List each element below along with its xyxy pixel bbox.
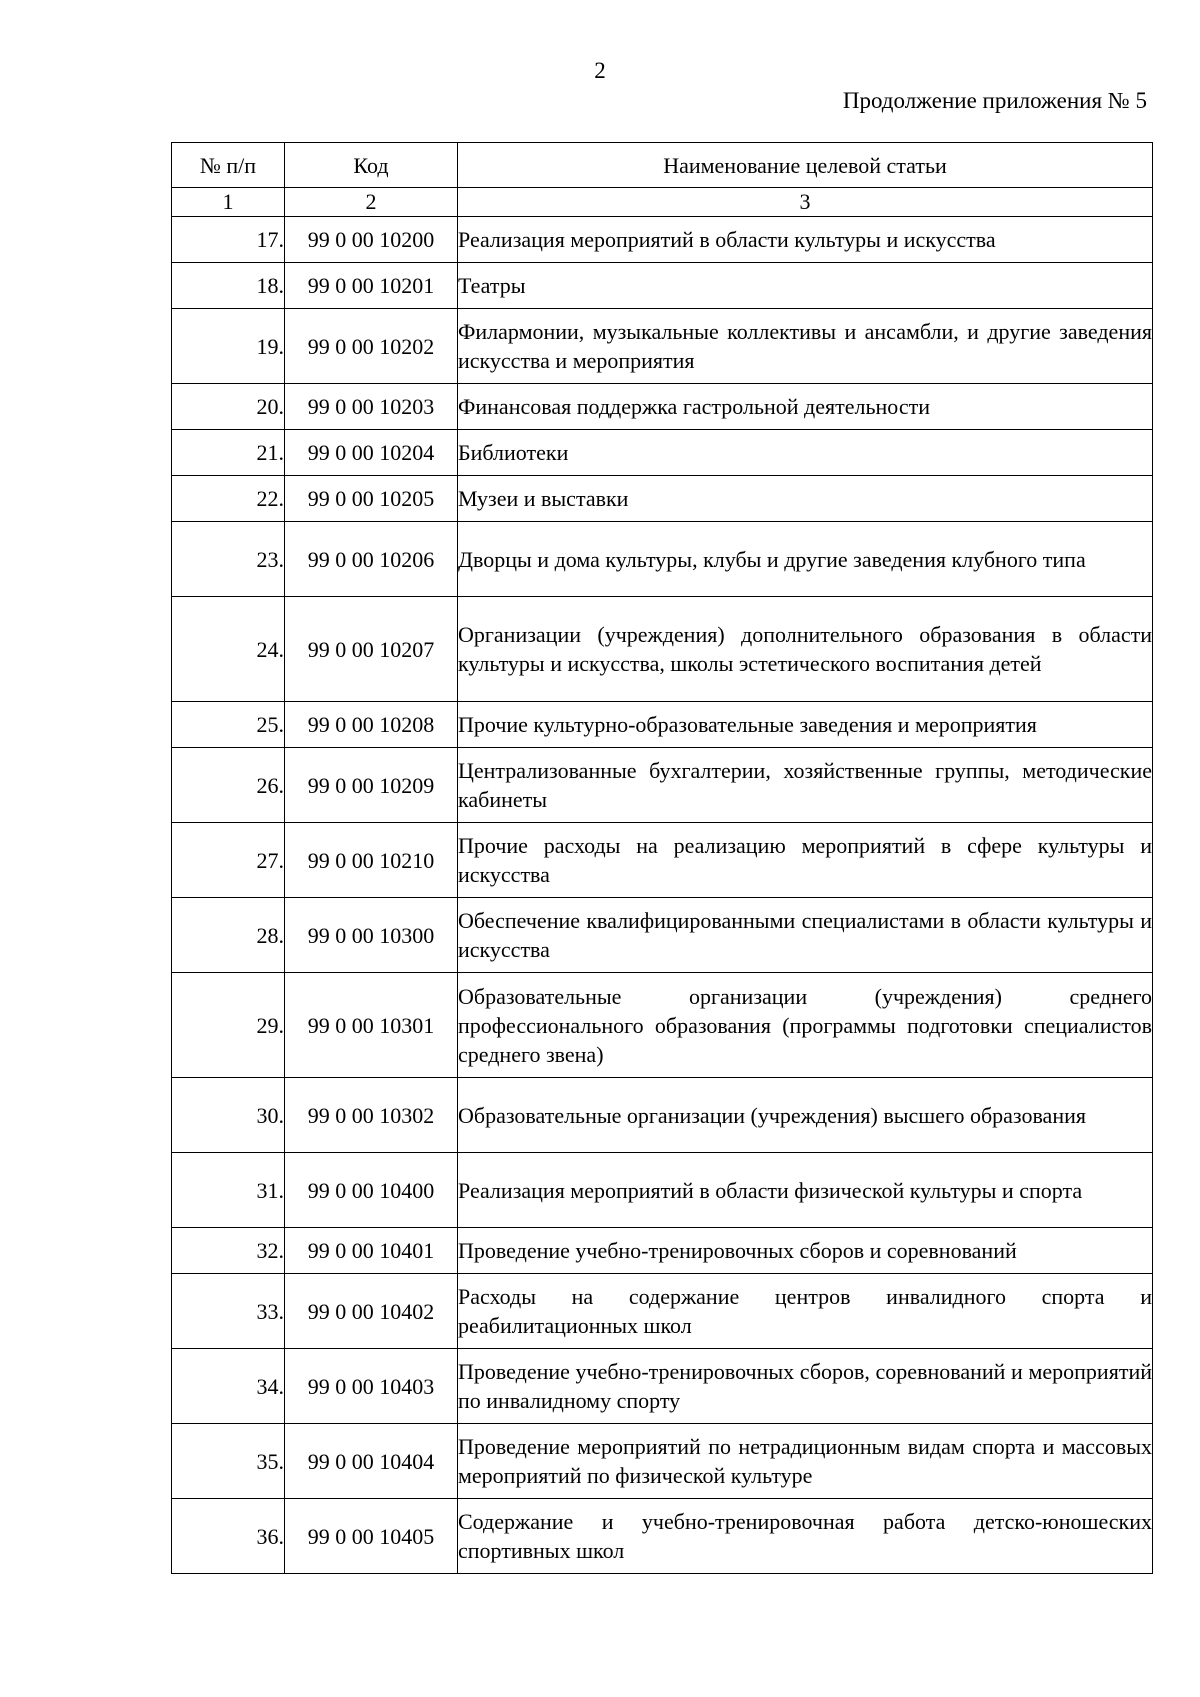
row-name: Реализация мероприятий в области культуры и искусства <box>458 217 1153 263</box>
row-number: 36. <box>172 1499 285 1574</box>
row-name: Образовательные организации (учреждения) среднего профессионального образования (программы подготовки специалистов среднего звена) <box>458 973 1153 1078</box>
row-number: 25. <box>172 702 285 748</box>
row-code: 99 0 00 10405 <box>285 1499 458 1574</box>
row-name: Финансовая поддержка гастрольной деятельности <box>458 384 1153 430</box>
page-number: 2 <box>594 58 606 83</box>
table-row <box>172 973 1153 1078</box>
row-code: 99 0 00 10205 <box>285 476 458 522</box>
row-code: 99 0 00 10207 <box>285 597 458 702</box>
row-code: 99 0 00 10209 <box>285 748 458 823</box>
column-index-row <box>172 188 1153 217</box>
row-code: 99 0 00 10302 <box>285 1078 458 1153</box>
row-name: Проведение учебно-тренировочных сборов, соревнований и мероприятий по инвалидному спорту <box>458 1349 1153 1424</box>
table-row <box>172 430 1153 476</box>
table-row <box>172 384 1153 430</box>
table-row <box>172 898 1153 973</box>
table-row <box>172 1349 1153 1424</box>
row-number: 19. <box>172 309 285 384</box>
table-row <box>172 1499 1153 1574</box>
row-number: 33. <box>172 1274 285 1349</box>
header-num: № п/п <box>172 143 285 188</box>
row-code: 99 0 00 10400 <box>285 1153 458 1228</box>
row-name: Проведение мероприятий по нетрадиционным видам спорта и массовых мероприятий по физической культуре <box>458 1424 1153 1499</box>
header-code: Код <box>285 143 458 188</box>
row-code: 99 0 00 10404 <box>285 1424 458 1499</box>
row-number: 18. <box>172 263 285 309</box>
table-row <box>172 1228 1153 1274</box>
row-name: Организации (учреждения) дополнительного образования в области культуры и искусства, школы эстетического воспитания детей <box>458 597 1153 702</box>
row-number: 23. <box>172 522 285 597</box>
row-number: 34. <box>172 1349 285 1424</box>
row-name: Дворцы и дома культуры, клубы и другие заведения клубного типа <box>458 522 1153 597</box>
row-code: 99 0 00 10401 <box>285 1228 458 1274</box>
row-number: 32. <box>172 1228 285 1274</box>
row-number: 29. <box>172 973 285 1078</box>
row-code: 99 0 00 10201 <box>285 263 458 309</box>
target-articles-table <box>171 142 1153 1574</box>
header-name: Наименование целевой статьи <box>458 143 1153 188</box>
row-name: Филармонии, музыкальные коллективы и ансамбли, и другие заведения искусства и мероприятия <box>458 309 1153 384</box>
row-number: 30. <box>172 1078 285 1153</box>
row-name: Обеспечение квалифицированными специалистами в области культуры и искусства <box>458 898 1153 973</box>
row-number: 28. <box>172 898 285 973</box>
table-row <box>172 217 1153 263</box>
row-number: 22. <box>172 476 285 522</box>
row-code: 99 0 00 10206 <box>285 522 458 597</box>
column-index: 3 <box>458 188 1153 217</box>
row-name: Реализация мероприятий в области физической культуры и спорта <box>458 1153 1153 1228</box>
table-row <box>172 309 1153 384</box>
row-name: Прочие культурно-образовательные заведения и мероприятия <box>458 702 1153 748</box>
row-name: Образовательные организации (учреждения) высшего образования <box>458 1078 1153 1153</box>
row-code: 99 0 00 10203 <box>285 384 458 430</box>
row-number: 31. <box>172 1153 285 1228</box>
row-number: 26. <box>172 748 285 823</box>
table-row <box>172 263 1153 309</box>
column-index: 2 <box>285 188 458 217</box>
row-name: Содержание и учебно-тренировочная работа детско-юношеских спортивных школ <box>458 1499 1153 1574</box>
table-row <box>172 522 1153 597</box>
row-name: Расходы на содержание центров инвалидного спорта и реабилитационных школ <box>458 1274 1153 1349</box>
appendix-continuation-label: Продолжение приложения № 5 <box>842 88 1147 113</box>
table-row <box>172 748 1153 823</box>
table-row <box>172 476 1153 522</box>
row-code: 99 0 00 10301 <box>285 973 458 1078</box>
row-name: Театры <box>458 263 1153 309</box>
row-number: 21. <box>172 430 285 476</box>
table-row <box>172 702 1153 748</box>
column-index: 1 <box>172 188 285 217</box>
row-name: Прочие расходы на реализацию мероприятий в сфере культуры и искусства <box>458 823 1153 898</box>
row-name: Музеи и выставки <box>458 476 1153 522</box>
row-code: 99 0 00 10208 <box>285 702 458 748</box>
row-number: 27. <box>172 823 285 898</box>
table-row <box>172 1274 1153 1349</box>
table-header-row <box>172 143 1153 188</box>
row-name: Библиотеки <box>458 430 1153 476</box>
table-row <box>172 823 1153 898</box>
row-name: Проведение учебно-тренировочных сборов и соревнований <box>458 1228 1153 1274</box>
row-code: 99 0 00 10402 <box>285 1274 458 1349</box>
row-code: 99 0 00 10403 <box>285 1349 458 1424</box>
row-number: 24. <box>172 597 285 702</box>
row-code: 99 0 00 10202 <box>285 309 458 384</box>
table-row <box>172 597 1153 702</box>
row-number: 20. <box>172 384 285 430</box>
row-code: 99 0 00 10200 <box>285 217 458 263</box>
row-code: 99 0 00 10300 <box>285 898 458 973</box>
row-number: 35. <box>172 1424 285 1499</box>
row-number: 17. <box>172 217 285 263</box>
row-code: 99 0 00 10210 <box>285 823 458 898</box>
table-row <box>172 1424 1153 1499</box>
row-name: Централизованные бухгалтерии, хозяйственные группы, методические кабинеты <box>458 748 1153 823</box>
table-row <box>172 1153 1153 1228</box>
row-code: 99 0 00 10204 <box>285 430 458 476</box>
table-row <box>172 1078 1153 1153</box>
